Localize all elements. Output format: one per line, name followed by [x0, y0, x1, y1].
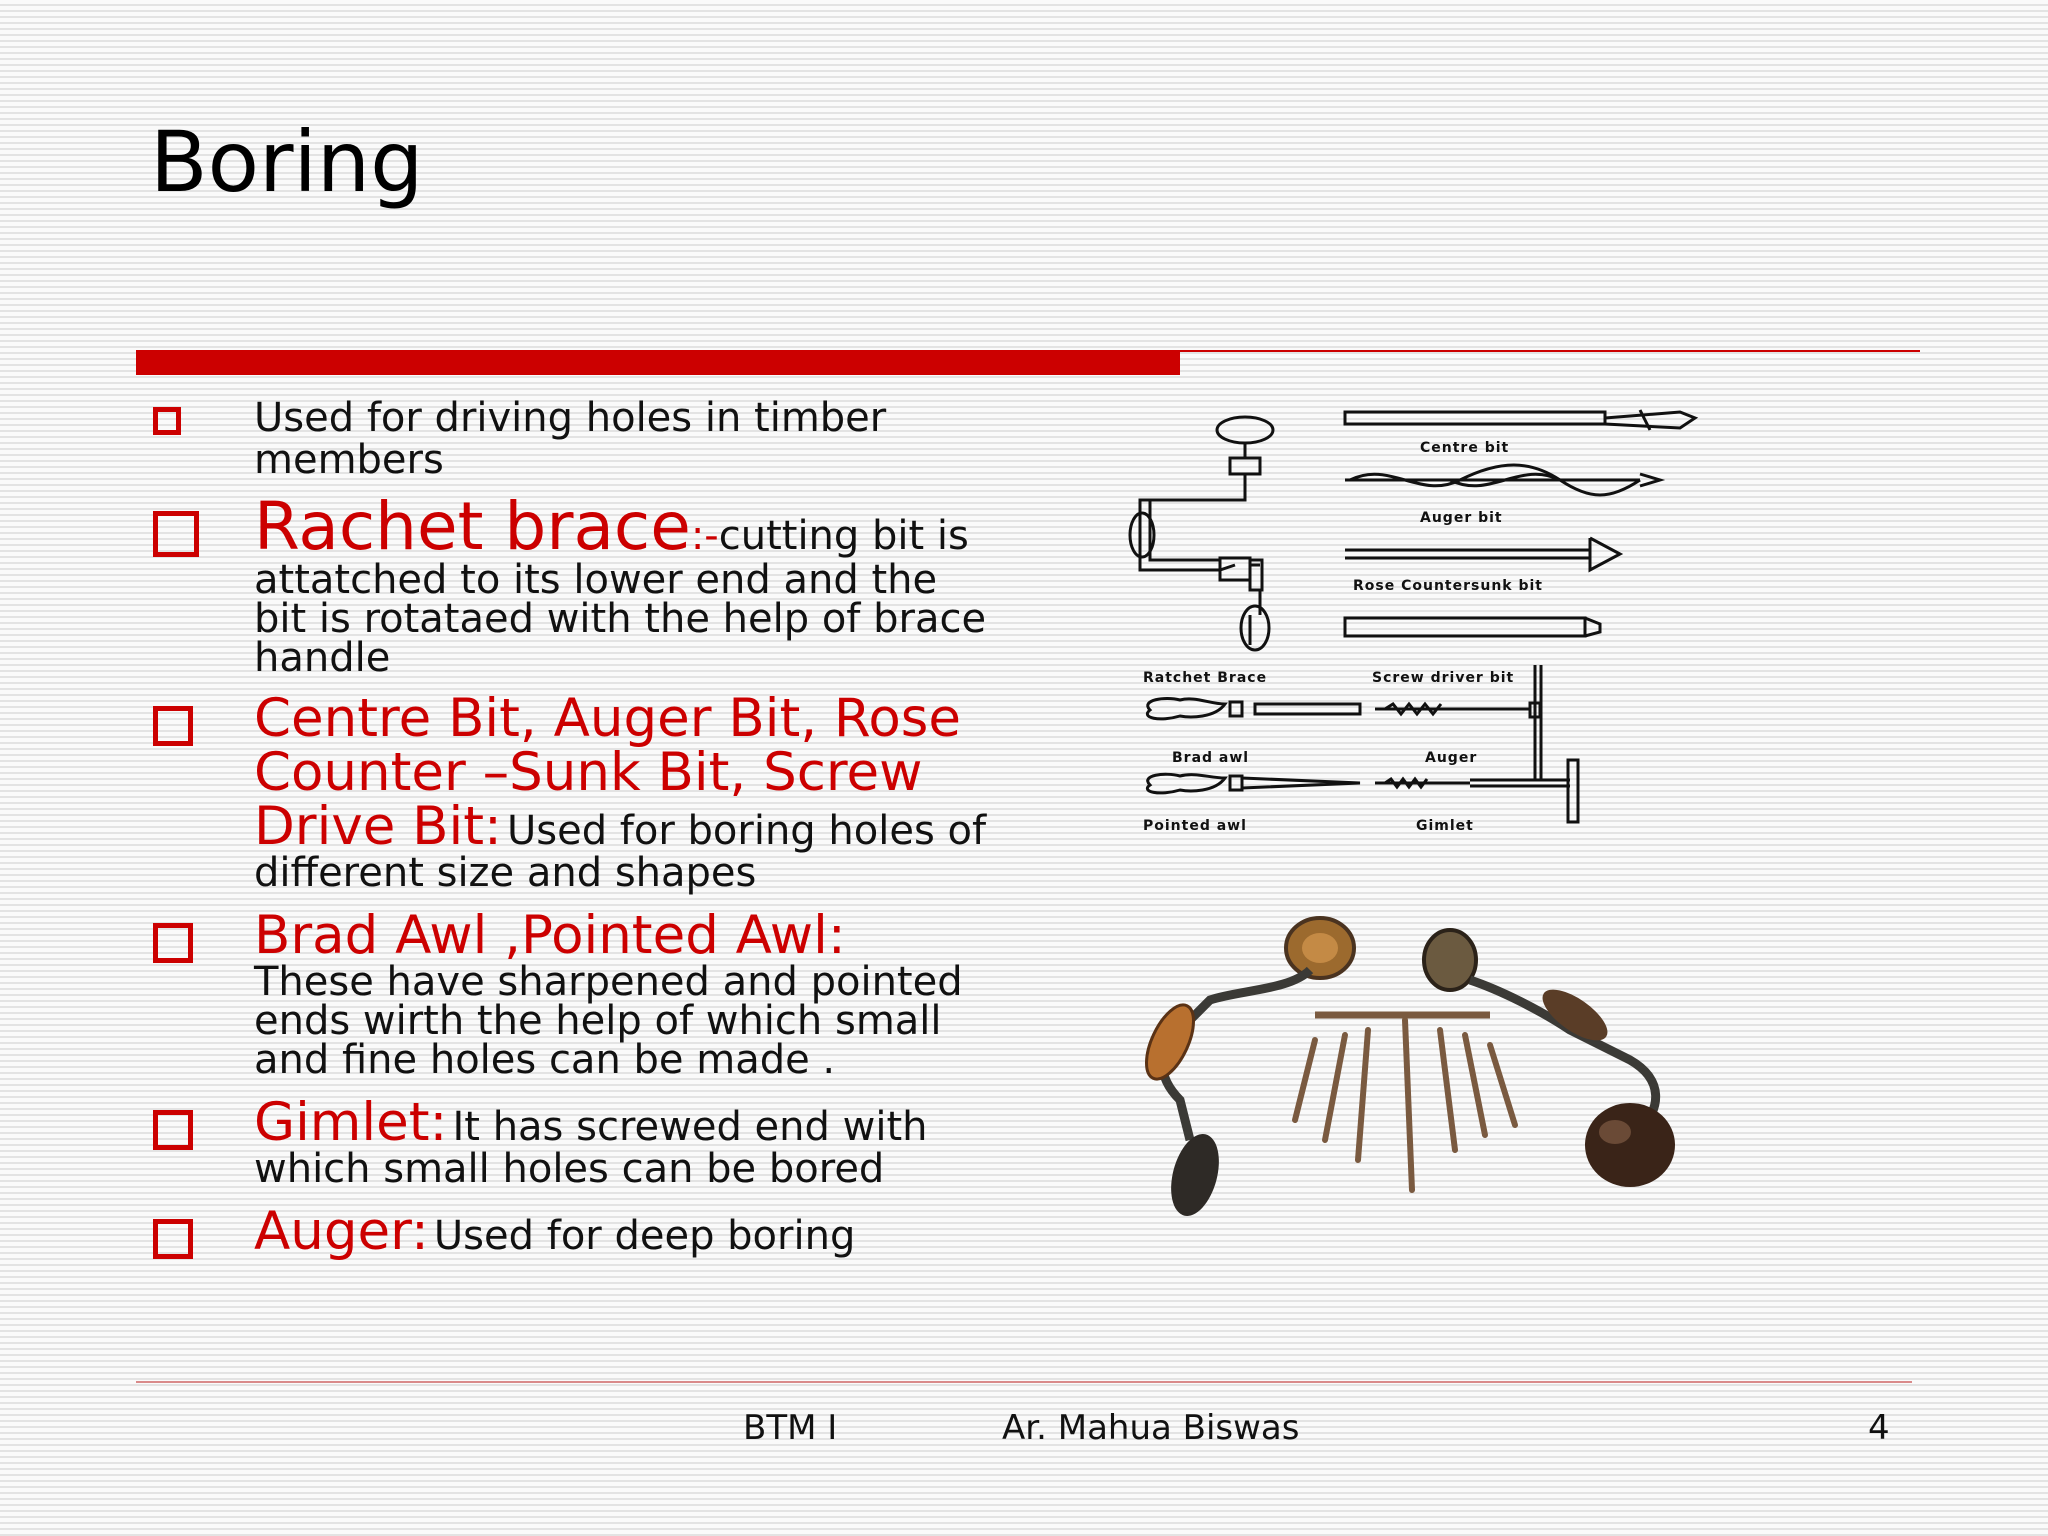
bullet-heading: Gimlet: — [254, 1092, 448, 1153]
label-screw-driver-bit: Screw driver bit — [1372, 670, 1515, 686]
bullet-heading: Auger: — [254, 1201, 429, 1262]
bullet-text: Used for boring holes of different size and shapes — [254, 808, 987, 896]
square-bullet-icon — [153, 407, 181, 435]
bullet-item — [150, 1201, 990, 1262]
brace-and-bits-photo — [1120, 910, 1700, 1230]
screw-driver-bit-drawing — [1345, 618, 1600, 636]
bullet-item — [150, 488, 990, 681]
label-rose-countersunk-bit: Rose Countersunk bit — [1353, 578, 1543, 594]
bullet-text: These have sharpened and pointed ends wirth the help of which small and fine holes can be made . — [254, 959, 963, 1083]
gimlet-drawing — [1375, 760, 1578, 822]
pointed-awl-drawing — [1147, 774, 1360, 793]
square-bullet-icon — [153, 511, 199, 557]
bullet-text: cutting bit is attatched to its lower end and the bit is rotataed with the help of brace handle — [254, 513, 987, 681]
square-bullet-icon — [153, 706, 193, 746]
boring-tools-diagram — [1120, 400, 1720, 850]
square-bullet-icon — [153, 923, 193, 963]
label-ratchet-brace: Ratchet Brace — [1143, 670, 1268, 686]
label-pointed-awl: Pointed awl — [1143, 818, 1247, 834]
bullet-item — [150, 905, 990, 1083]
square-bullet-icon — [153, 1219, 193, 1259]
bullet-item — [150, 688, 990, 896]
auger-bit-drawing — [1345, 465, 1660, 495]
bullet-text: Used for deep boring — [433, 1213, 856, 1259]
slide-title: Boring — [150, 113, 424, 211]
bullet-item — [150, 397, 990, 481]
bullet-heading: Brad Awl ,Pointed Awl: — [254, 905, 846, 966]
bullet-heading: Centre Bit, Auger Bit, Rose Counter –Sunk Bit, Screw Drive Bit: — [254, 688, 962, 857]
label-gimlet: Gimlet — [1416, 818, 1474, 834]
bullet-list — [150, 395, 990, 1262]
bullet-heading: Rachet brace — [254, 488, 691, 565]
footer-rule — [136, 1381, 1912, 1383]
label-auger: Auger — [1425, 750, 1478, 766]
title-rule-thick — [136, 350, 1180, 375]
square-bullet-icon — [153, 1110, 193, 1150]
label-centre-bit: Centre bit — [1420, 440, 1510, 456]
rose-countersunk-bit-drawing — [1345, 538, 1620, 570]
bullet-item — [150, 1092, 990, 1192]
brad-awl-drawing — [1147, 698, 1360, 718]
footer-course: BTM I — [743, 1408, 838, 1448]
title-rule-thin — [1180, 350, 1920, 352]
bullet-text: It has screwed end with which small holes can be bored — [254, 1104, 928, 1192]
centre-bit-drawing — [1345, 410, 1695, 430]
ratchet-brace-drawing — [1130, 417, 1273, 650]
label-auger-bit: Auger bit — [1420, 510, 1503, 526]
bullet-separator: :- — [690, 513, 719, 559]
bullet-text: Used for driving holes in timber members — [254, 395, 887, 483]
footer-page-number: 4 — [1868, 1408, 1890, 1448]
label-brad-awl: Brad awl — [1172, 750, 1250, 766]
footer-author: Ar. Mahua Biswas — [1002, 1408, 1300, 1448]
